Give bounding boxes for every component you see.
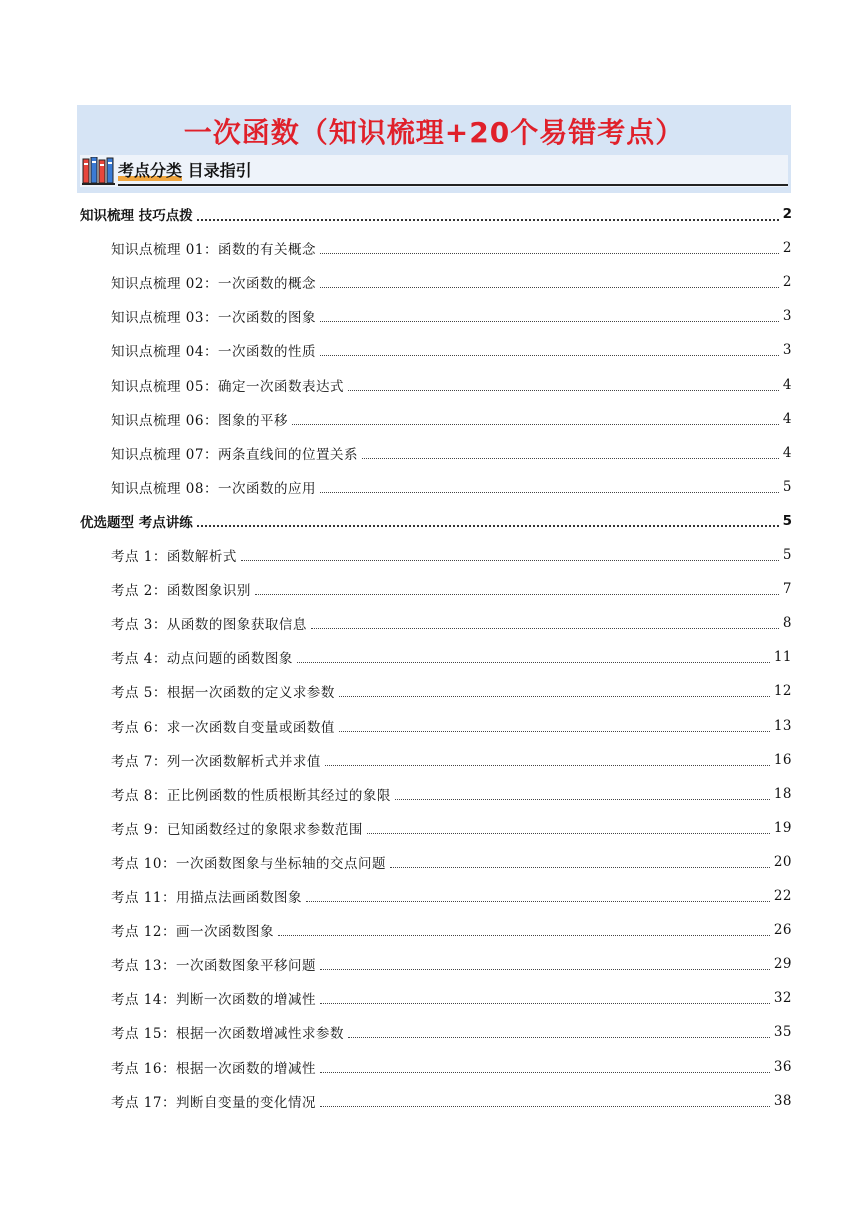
toc-entry-row[interactable]: [80, 845, 792, 879]
toc-entry-label: 考点 4：动点问题的函数图象: [111, 651, 293, 668]
toc-entry-label: 优选题型 考点讲练: [80, 514, 193, 531]
dot-leader: [348, 389, 779, 391]
dot-leader: [348, 1036, 770, 1038]
toc-entry-row[interactable]: [80, 879, 792, 913]
toc-entry-label: 知识点梳理 06：图象的平移: [111, 412, 288, 429]
dot-leader: [367, 832, 770, 834]
toc-entry-row[interactable]: [80, 981, 792, 1015]
header-banner: [77, 105, 791, 193]
toc-page-number: 13: [773, 717, 792, 734]
toc-entry-label: 考点 1：函数解析式: [111, 549, 237, 565]
toc-entry-label: 知识梳理 技巧点拨: [80, 208, 193, 224]
toc-page-number: 4: [782, 444, 792, 461]
toc-page-number: 32: [773, 990, 792, 1007]
toc-entry-label: 考点 11：用描点法画函数图象: [111, 890, 302, 906]
dot-leader: [320, 286, 779, 288]
toc-page-number: 3: [782, 342, 792, 359]
dot-leader: [390, 866, 770, 868]
toc-page-number: 22: [773, 888, 792, 904]
dot-leader: [325, 764, 770, 766]
dot-leader: [306, 900, 770, 902]
toc-entry-label: 考点 6：求一次函数自变量或函数值: [111, 719, 335, 736]
toc-page-number: 18: [773, 785, 792, 802]
toc-entry-row[interactable]: [80, 811, 792, 845]
dot-leader: [339, 695, 770, 697]
toc-page-number: 36: [773, 1058, 792, 1075]
toc-entry-row[interactable]: [80, 777, 792, 811]
toc-entry-label: 考点 12：画一次函数图象: [111, 924, 274, 941]
toc-page-number: 29: [773, 956, 792, 973]
toc-entry-row[interactable]: [80, 231, 792, 265]
toc-entry-label: 考点 15：根据一次函数增减性求参数: [111, 1026, 344, 1043]
dot-leader: [320, 320, 779, 322]
toc-entry-label: 考点 8：正比例函数的性质根断其经过的象限: [111, 787, 391, 804]
toc-section-row[interactable]: [80, 504, 792, 538]
dot-leader: [297, 661, 770, 663]
toc-entry-row[interactable]: [80, 265, 792, 299]
toc-page-number: 19: [773, 819, 792, 836]
toc-entry-label: 考点 10：一次函数图象与坐标轴的交点问题: [111, 855, 386, 872]
toc-page-number: 5: [782, 547, 792, 563]
toc-entry-label: 知识点梳理 07：两条直线间的位置关系: [111, 446, 358, 463]
toc-entry-label: 考点 14：判断一次函数的增减性: [111, 992, 316, 1009]
toc-page-number: 16: [773, 751, 792, 768]
dot-leader: [320, 354, 779, 356]
toc-entry-row[interactable]: [80, 1015, 792, 1049]
toc-page-number: 26: [773, 922, 792, 939]
toc-page-number: 2: [782, 206, 792, 222]
dot-leader: [197, 524, 779, 527]
toc-entry-row[interactable]: [80, 333, 792, 367]
dot-leader: [255, 593, 779, 595]
heading-rule: [118, 184, 788, 186]
toc-entry-row[interactable]: [80, 913, 792, 947]
toc-entry-label: 考点 7：列一次函数解析式并求值: [111, 753, 321, 770]
toc-entry-row[interactable]: [80, 1084, 792, 1118]
toc-page-number: 2: [782, 240, 792, 257]
toc-entry-row[interactable]: [80, 606, 792, 640]
toc-heading-rest: 目录指引: [182, 161, 252, 180]
toc-page-number: 38: [773, 1092, 792, 1109]
toc-entry-label: 考点 5：根据一次函数的定义求参数: [111, 685, 335, 702]
toc-entry-row[interactable]: [80, 470, 792, 504]
toc-entry-label: 知识点梳理 05：确定一次函数表达式: [111, 378, 344, 395]
toc-heading: [118, 160, 252, 182]
toc-page-number: 2: [782, 274, 792, 291]
dot-leader: [311, 627, 779, 629]
toc-page-number: 3: [782, 308, 792, 325]
toc-entry-row[interactable]: [80, 1050, 792, 1084]
toc-entry-row[interactable]: [80, 674, 792, 708]
page-title: 一次函数（知识梳理+20个易错考点）: [183, 116, 685, 149]
toc-entry-row[interactable]: [80, 947, 792, 981]
dot-leader: [395, 798, 770, 800]
dot-leader: [278, 934, 770, 936]
toc-entry-label: 考点 3：从函数的图象获取信息: [111, 617, 307, 634]
toc-heading-strip: [80, 155, 788, 187]
dot-leader: [320, 1071, 770, 1073]
dot-leader: [320, 252, 779, 254]
toc-page-number: 11: [773, 649, 792, 666]
dot-leader: [320, 491, 779, 493]
toc-entry-row[interactable]: [80, 436, 792, 470]
toc-page-number: 8: [782, 615, 792, 632]
dot-leader: [292, 423, 779, 425]
toc-page-number: 4: [782, 376, 792, 393]
toc-entry-label: 知识点梳理 01：函数的有关概念: [111, 242, 316, 259]
books-icon: [82, 157, 116, 189]
toc-page-number: 5: [782, 478, 792, 495]
dot-leader: [241, 559, 779, 561]
toc-section-row[interactable]: [80, 197, 792, 231]
dot-leader: [320, 1105, 770, 1107]
toc-entry-label: 考点 17：判断自变量的变化情况: [111, 1094, 316, 1111]
dot-leader: [197, 218, 779, 221]
toc-page-number: 12: [773, 683, 792, 700]
toc-page-number: 20: [773, 853, 792, 870]
dot-leader: [320, 968, 770, 970]
toc-entry-row[interactable]: [80, 572, 792, 606]
toc-entry-label: 考点 13：一次函数图象平移问题: [111, 958, 316, 975]
toc-heading-accent: 考点分类: [118, 161, 183, 180]
toc-page-number: 5: [782, 512, 792, 529]
toc-entry-row[interactable]: [80, 538, 792, 572]
dot-leader: [320, 1002, 770, 1004]
toc-page-number: 4: [782, 410, 792, 427]
toc-page-number: 35: [773, 1024, 792, 1041]
toc-entry-label: 考点 16：根据一次函数的增减性: [111, 1060, 316, 1077]
toc-entry-row[interactable]: [80, 299, 792, 333]
toc-entry-label: 知识点梳理 04：一次函数的性质: [111, 344, 316, 361]
toc-entry-label: 考点 9：已知函数经过的象限求参数范围: [111, 821, 363, 838]
toc-entry-label: 知识点梳理 03：一次函数的图象: [111, 310, 316, 327]
toc-page-number: 7: [782, 581, 792, 598]
toc-entry-label: 知识点梳理 08：一次函数的应用: [111, 480, 316, 497]
toc-entry-row[interactable]: [80, 709, 792, 743]
toc-entry-label: 知识点梳理 02：一次函数的概念: [111, 276, 316, 293]
dot-leader: [339, 730, 770, 732]
toc-entry-row[interactable]: [80, 402, 792, 436]
dot-leader: [362, 457, 779, 459]
toc-entry-row[interactable]: [80, 640, 792, 674]
toc-entry-label: 考点 2：函数图象识别: [111, 583, 251, 600]
toc-entry-row[interactable]: [80, 368, 792, 402]
toc-entry-row[interactable]: [80, 743, 792, 777]
